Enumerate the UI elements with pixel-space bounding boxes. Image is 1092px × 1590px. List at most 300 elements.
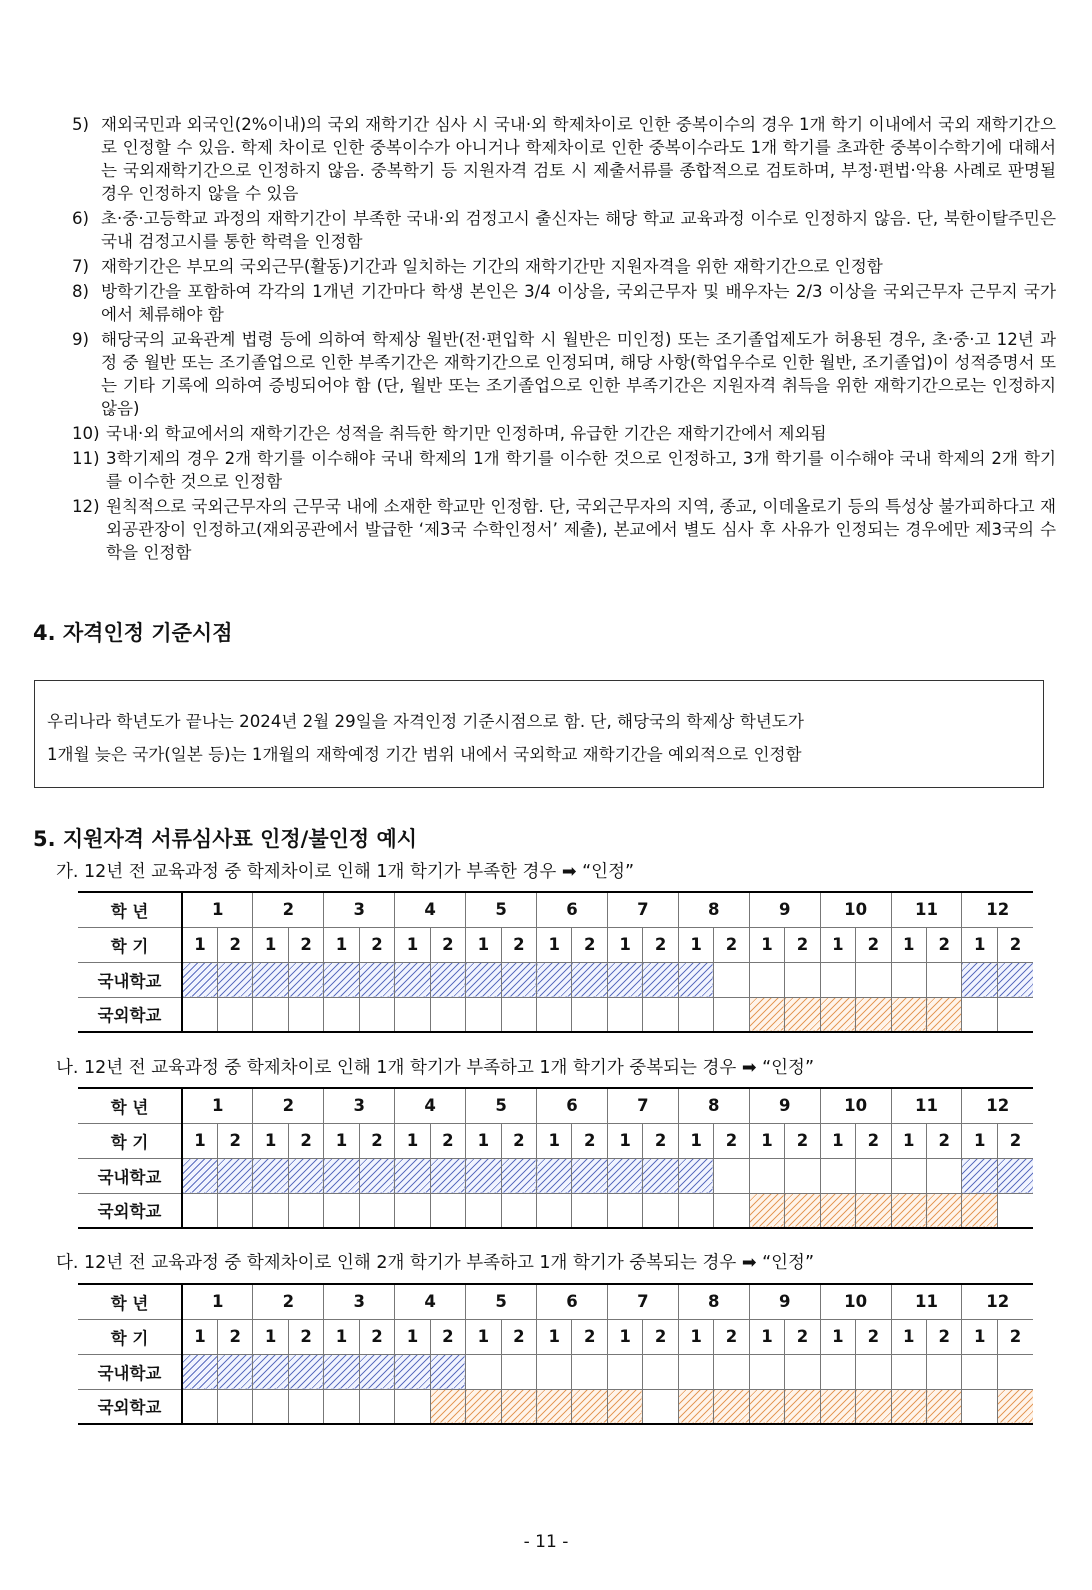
term-cell: 2	[288, 1319, 323, 1354]
foreign-term-cell	[643, 1389, 678, 1424]
domestic-term-cell	[430, 1354, 465, 1389]
foreign-term-cell	[678, 997, 713, 1032]
foreign-term-cell	[607, 1389, 642, 1424]
foreign-term-cell	[891, 1389, 926, 1424]
term-cell: 1	[537, 1123, 572, 1158]
list-item-text: 초·중·고등학교 과정의 재학기간이 부족한 국내·외 검정고시 출신자는 해당 학교 교육과정 이수로 인정하지 않음. 단, 북한이탈주민은 국내 검정고시를 통한 학력을 인정함	[101, 209, 1056, 251]
term-cell: 2	[714, 1123, 749, 1158]
list-item-number: 11)	[72, 449, 100, 468]
list-item-text: 재외국민과 외국인(2%이내)의 국외 재학기간 심사 시 국내·외 학제차이로 인한 중복이수의 경우 1개 학기 이내에서 국외 재학기간으로 인정할 수 있음. 학제 차이로 인한 중복이수가 아니거나 학제차이로 인한 중복이수라도 1개 학기를 초과한 중복이수학기에 대해서는 국외재학기간으로 인정하지 않음. 중복학기 등 지원자격 검토 시 제출서류를 종합적으로 검토하며, 부정·편법·악용 사례로 판명될 경우 인정하지 않을 수 있음	[101, 115, 1056, 203]
foreign-term-cell	[288, 1193, 323, 1228]
year-cell: 4	[395, 892, 466, 927]
term-row	[78, 1123, 1033, 1158]
domestic-term-cell	[714, 1158, 749, 1193]
foreign-term-cell	[395, 1389, 430, 1424]
year-label: 학 년	[78, 1284, 182, 1319]
domestic-term-cell	[891, 1158, 926, 1193]
foreign-term-cell	[466, 1389, 501, 1424]
domestic-term-cell	[820, 962, 855, 997]
term-cell: 2	[785, 1123, 820, 1158]
condition-list	[72, 113, 1056, 566]
list-item	[72, 113, 1056, 205]
foreign-term-cell	[182, 1193, 217, 1228]
foreign-term-cell	[891, 997, 926, 1032]
domestic-term-cell	[182, 1158, 217, 1193]
term-cell: 2	[714, 1319, 749, 1354]
foreign-term-cell	[927, 997, 962, 1032]
term-cell: 1	[324, 1319, 359, 1354]
year-row	[78, 1284, 1033, 1319]
foreign-term-cell	[182, 997, 217, 1032]
domestic-term-cell	[997, 1158, 1033, 1193]
domestic-term-cell	[572, 962, 607, 997]
domestic-term-cell	[288, 1158, 323, 1193]
domestic-term-cell	[856, 1354, 891, 1389]
term-cell: 1	[749, 1319, 784, 1354]
year-cell: 4	[395, 1088, 466, 1123]
term-label: 학 기	[78, 1319, 182, 1354]
foreign-term-cell	[927, 1389, 962, 1424]
term-cell: 1	[749, 927, 784, 962]
list-item	[72, 447, 1056, 493]
domestic-term-cell	[288, 1354, 323, 1389]
term-cell: 1	[253, 927, 288, 962]
foreign-term-cell	[643, 1193, 678, 1228]
year-row	[78, 1088, 1033, 1123]
foreign-term-cell	[997, 1389, 1033, 1424]
term-cell: 1	[820, 1319, 855, 1354]
foreign-term-cell	[217, 1389, 252, 1424]
domestic-term-cell	[820, 1354, 855, 1389]
term-cell: 2	[572, 927, 607, 962]
foreign-term-cell	[466, 1193, 501, 1228]
list-item	[72, 280, 1056, 326]
foreign-term-cell	[182, 1389, 217, 1424]
list-item-number: 12)	[72, 497, 100, 516]
domestic-school-row	[78, 1158, 1033, 1193]
domestic-term-cell	[466, 1158, 501, 1193]
domestic-term-cell	[607, 1158, 642, 1193]
year-cell: 3	[324, 1284, 395, 1319]
foreign-school-row	[78, 1389, 1033, 1424]
domestic-term-cell	[253, 962, 288, 997]
term-cell: 2	[288, 927, 323, 962]
domestic-term-cell	[785, 1158, 820, 1193]
term-cell: 1	[891, 927, 926, 962]
list-item-text: 방학기간을 포함하여 각각의 1개년 기간마다 학생 본인은 3/4 이상을, 국외근무자 및 배우자는 2/3 이상을 국외근무자 근무지 국가에서 체류해야 함	[101, 282, 1056, 324]
foreign-term-cell	[359, 1389, 394, 1424]
term-cell: 2	[359, 1123, 394, 1158]
foreign-term-cell	[962, 1389, 997, 1424]
year-cell: 2	[253, 892, 324, 927]
domestic-term-cell	[324, 1354, 359, 1389]
term-cell: 1	[395, 1319, 430, 1354]
foreign-term-cell	[359, 997, 394, 1032]
foreign-term-cell	[359, 1193, 394, 1228]
term-cell: 2	[359, 1319, 394, 1354]
example-table-c	[78, 1283, 1033, 1425]
domestic-term-cell	[856, 1158, 891, 1193]
list-item-number: 8)	[72, 282, 90, 301]
term-cell: 1	[324, 1123, 359, 1158]
foreign-term-cell	[288, 997, 323, 1032]
domestic-term-cell	[962, 1158, 997, 1193]
foreign-term-cell	[856, 1389, 891, 1424]
foreign-school-row	[78, 1193, 1033, 1228]
domestic-term-cell	[927, 962, 962, 997]
domestic-term-cell	[572, 1158, 607, 1193]
foreign-term-cell	[749, 1193, 784, 1228]
domestic-term-cell	[182, 1354, 217, 1389]
foreign-term-cell	[572, 1389, 607, 1424]
domestic-term-cell	[749, 962, 784, 997]
domestic-term-cell	[182, 962, 217, 997]
term-cell: 2	[643, 1319, 678, 1354]
domestic-term-cell	[359, 1158, 394, 1193]
section4-title: 4. 자격인정 기준시점	[33, 621, 233, 645]
term-cell: 1	[466, 927, 501, 962]
year-cell: 2	[253, 1284, 324, 1319]
domestic-term-cell	[962, 962, 997, 997]
domestic-term-cell	[359, 962, 394, 997]
list-item-number: 9)	[72, 330, 90, 349]
term-cell: 1	[678, 1123, 713, 1158]
example-table-b	[78, 1087, 1033, 1229]
term-cell: 2	[430, 1319, 465, 1354]
term-cell: 2	[572, 1123, 607, 1158]
page-number: - 11 -	[523, 1532, 569, 1552]
domestic-term-cell	[501, 1354, 536, 1389]
foreign-term-cell	[572, 1193, 607, 1228]
term-cell: 1	[607, 927, 642, 962]
foreign-school-label: 국외학교	[78, 1193, 182, 1228]
term-cell: 2	[856, 1123, 891, 1158]
foreign-school-label: 국외학교	[78, 1389, 182, 1424]
term-cell: 2	[856, 927, 891, 962]
domestic-term-cell	[927, 1158, 962, 1193]
term-cell: 1	[466, 1319, 501, 1354]
domestic-school-label: 국내학교	[78, 1354, 182, 1389]
year-cell: 1	[182, 1284, 253, 1319]
term-cell: 1	[324, 927, 359, 962]
term-cell: 2	[217, 1123, 252, 1158]
foreign-school-label: 국외학교	[78, 997, 182, 1032]
domestic-term-cell	[891, 962, 926, 997]
example-caption-a: 가. 12년 전 교육과정 중 학제차이로 인해 1개 학기가 부족한 경우 ➡ “인정”	[56, 862, 635, 882]
domestic-term-cell	[997, 1354, 1033, 1389]
term-cell: 1	[962, 1123, 997, 1158]
list-item-number: 5)	[72, 115, 90, 134]
domestic-term-cell	[395, 1354, 430, 1389]
year-cell: 7	[607, 1088, 678, 1123]
term-cell: 1	[749, 1123, 784, 1158]
term-cell: 2	[359, 927, 394, 962]
year-cell: 5	[466, 1088, 537, 1123]
foreign-term-cell	[820, 1389, 855, 1424]
term-cell: 2	[217, 927, 252, 962]
year-cell: 8	[678, 892, 749, 927]
term-cell: 2	[501, 1319, 536, 1354]
foreign-term-cell	[217, 997, 252, 1032]
foreign-term-cell	[891, 1193, 926, 1228]
term-cell: 1	[891, 1319, 926, 1354]
foreign-term-cell	[678, 1389, 713, 1424]
domestic-term-cell	[643, 1158, 678, 1193]
year-cell: 9	[749, 1284, 820, 1319]
term-cell: 1	[962, 927, 997, 962]
foreign-term-cell	[217, 1193, 252, 1228]
domestic-term-cell	[466, 962, 501, 997]
domestic-term-cell	[643, 1354, 678, 1389]
term-cell: 2	[997, 1319, 1033, 1354]
domestic-term-cell	[537, 1158, 572, 1193]
term-cell: 2	[714, 927, 749, 962]
term-cell: 1	[182, 1319, 217, 1354]
year-cell: 12	[962, 1088, 1033, 1123]
list-item-number: 7)	[72, 257, 90, 276]
term-cell: 2	[430, 1123, 465, 1158]
term-cell: 2	[501, 1123, 536, 1158]
foreign-term-cell	[253, 1193, 288, 1228]
year-label: 학 년	[78, 1088, 182, 1123]
foreign-term-cell	[820, 997, 855, 1032]
year-cell: 5	[466, 892, 537, 927]
foreign-term-cell	[997, 997, 1033, 1032]
year-cell: 4	[395, 1284, 466, 1319]
domestic-term-cell	[395, 962, 430, 997]
term-cell: 2	[288, 1123, 323, 1158]
domestic-term-cell	[678, 1354, 713, 1389]
foreign-term-cell	[927, 1193, 962, 1228]
foreign-term-cell	[324, 1389, 359, 1424]
year-cell: 2	[253, 1088, 324, 1123]
term-cell: 2	[430, 927, 465, 962]
domestic-school-row	[78, 962, 1033, 997]
list-item	[72, 422, 1056, 445]
term-cell: 1	[253, 1319, 288, 1354]
year-cell: 11	[891, 1284, 962, 1319]
list-item-text: 원칙적으로 국외근무자의 근무국 내에 소재한 학교만 인정함. 단, 국외근무자의 지역, 종교, 이데올로기 등의 특성상 불가피하다고 재외공관장이 인정하고(재외공관에서 발급한 ‘제3국 수학인정서’ 제출), 본교에서 별도 심사 후 사유가 인정되는 경우에만 제3국의 수학을 인정함	[106, 497, 1056, 562]
foreign-term-cell	[430, 997, 465, 1032]
domestic-term-cell	[324, 1158, 359, 1193]
term-cell: 1	[395, 927, 430, 962]
foreign-term-cell	[714, 1193, 749, 1228]
example-table-a	[78, 891, 1033, 1033]
domestic-term-cell	[678, 962, 713, 997]
term-cell: 1	[395, 1123, 430, 1158]
term-row	[78, 927, 1033, 962]
year-cell: 6	[537, 1284, 608, 1319]
domestic-term-cell	[537, 962, 572, 997]
foreign-term-cell	[820, 1193, 855, 1228]
domestic-term-cell	[395, 1158, 430, 1193]
term-cell: 2	[997, 927, 1033, 962]
term-cell: 1	[678, 1319, 713, 1354]
domestic-term-cell	[430, 962, 465, 997]
criteria-box	[34, 680, 1044, 788]
foreign-term-cell	[395, 1193, 430, 1228]
domestic-term-cell	[714, 1354, 749, 1389]
year-cell: 3	[324, 1088, 395, 1123]
term-cell: 2	[643, 1123, 678, 1158]
domestic-term-cell	[288, 962, 323, 997]
term-cell: 2	[927, 927, 962, 962]
year-cell: 8	[678, 1284, 749, 1319]
term-cell: 1	[182, 1123, 217, 1158]
section5-title: 5. 지원자격 서류심사표 인정/불인정 예시	[33, 827, 418, 851]
year-cell: 6	[537, 1088, 608, 1123]
year-cell: 1	[182, 892, 253, 927]
year-cell: 1	[182, 1088, 253, 1123]
term-cell: 2	[572, 1319, 607, 1354]
year-cell: 7	[607, 892, 678, 927]
term-cell: 2	[501, 927, 536, 962]
term-row	[78, 1319, 1033, 1354]
foreign-term-cell	[749, 1389, 784, 1424]
term-cell: 2	[785, 1319, 820, 1354]
criteria-line-1: 우리나라 학년도가 끝나는 2024년 2월 29일을 자격인정 기준시점으로 함. 단, 해당국의 학제상 학년도가	[47, 712, 804, 731]
year-cell: 11	[891, 1088, 962, 1123]
term-label: 학 기	[78, 1123, 182, 1158]
foreign-term-cell	[678, 1193, 713, 1228]
domestic-school-label: 국내학교	[78, 1158, 182, 1193]
domestic-term-cell	[678, 1158, 713, 1193]
domestic-term-cell	[643, 962, 678, 997]
domestic-term-cell	[572, 1354, 607, 1389]
term-cell: 1	[891, 1123, 926, 1158]
foreign-term-cell	[962, 997, 997, 1032]
foreign-term-cell	[607, 1193, 642, 1228]
domestic-term-cell	[537, 1354, 572, 1389]
year-cell: 8	[678, 1088, 749, 1123]
term-cell: 1	[820, 1123, 855, 1158]
term-cell: 2	[927, 1123, 962, 1158]
domestic-term-cell	[607, 962, 642, 997]
domestic-school-label: 국내학교	[78, 962, 182, 997]
domestic-term-cell	[501, 1158, 536, 1193]
foreign-term-cell	[324, 1193, 359, 1228]
domestic-term-cell	[927, 1354, 962, 1389]
domestic-term-cell	[785, 1354, 820, 1389]
year-cell: 5	[466, 1284, 537, 1319]
domestic-term-cell	[749, 1354, 784, 1389]
foreign-term-cell	[714, 997, 749, 1032]
year-cell: 11	[891, 892, 962, 927]
term-cell: 1	[678, 927, 713, 962]
domestic-term-cell	[253, 1158, 288, 1193]
foreign-term-cell	[537, 997, 572, 1032]
list-item-text: 국내·외 학교에서의 재학기간은 성적을 취득한 학기만 인정하며, 유급한 기간은 재학기간에서 제외됨	[106, 424, 827, 443]
foreign-term-cell	[324, 997, 359, 1032]
term-cell: 1	[962, 1319, 997, 1354]
foreign-term-cell	[785, 997, 820, 1032]
domestic-term-cell	[749, 1158, 784, 1193]
foreign-term-cell	[395, 997, 430, 1032]
year-cell: 9	[749, 892, 820, 927]
foreign-term-cell	[537, 1389, 572, 1424]
foreign-term-cell	[430, 1389, 465, 1424]
foreign-term-cell	[501, 1193, 536, 1228]
year-cell: 6	[537, 892, 608, 927]
list-item	[72, 255, 1056, 278]
year-cell: 9	[749, 1088, 820, 1123]
domestic-term-cell	[962, 1354, 997, 1389]
domestic-school-row	[78, 1354, 1033, 1389]
term-cell: 1	[537, 1319, 572, 1354]
list-item	[72, 328, 1056, 420]
foreign-term-cell	[714, 1389, 749, 1424]
list-item	[72, 495, 1056, 564]
year-cell: 12	[962, 1284, 1033, 1319]
year-cell: 3	[324, 892, 395, 927]
term-label: 학 기	[78, 927, 182, 962]
term-cell: 2	[856, 1319, 891, 1354]
year-cell: 10	[820, 1088, 891, 1123]
year-cell: 7	[607, 1284, 678, 1319]
term-cell: 1	[466, 1123, 501, 1158]
term-cell: 1	[537, 927, 572, 962]
foreign-term-cell	[501, 1389, 536, 1424]
foreign-term-cell	[537, 1193, 572, 1228]
year-row	[78, 892, 1033, 927]
domestic-term-cell	[891, 1354, 926, 1389]
term-cell: 1	[607, 1319, 642, 1354]
foreign-term-cell	[785, 1389, 820, 1424]
year-cell: 12	[962, 892, 1033, 927]
term-cell: 2	[785, 927, 820, 962]
foreign-school-row	[78, 997, 1033, 1032]
list-item-text: 3학기제의 경우 2개 학기를 이수해야 국내 학제의 1개 학기를 이수한 것으로 인정하고, 3개 학기를 이수해야 국내 학제의 2개 학기를 이수한 것으로 인정함	[106, 449, 1056, 491]
domestic-term-cell	[997, 962, 1033, 997]
year-label: 학 년	[78, 892, 182, 927]
domestic-term-cell	[217, 1158, 252, 1193]
domestic-term-cell	[501, 962, 536, 997]
domestic-term-cell	[785, 962, 820, 997]
foreign-term-cell	[253, 1389, 288, 1424]
domestic-term-cell	[253, 1354, 288, 1389]
term-cell: 2	[927, 1319, 962, 1354]
domestic-term-cell	[430, 1158, 465, 1193]
foreign-term-cell	[749, 997, 784, 1032]
domestic-term-cell	[856, 962, 891, 997]
foreign-term-cell	[607, 997, 642, 1032]
foreign-term-cell	[962, 1193, 997, 1228]
term-cell: 2	[217, 1319, 252, 1354]
term-cell: 1	[182, 927, 217, 962]
domestic-term-cell	[820, 1158, 855, 1193]
example-caption-c: 다. 12년 전 교육과정 중 학제차이로 인해 2개 학기가 부족하고 1개 학기가 중복되는 경우 ➡ “인정”	[56, 1253, 815, 1273]
foreign-term-cell	[856, 997, 891, 1032]
foreign-term-cell	[501, 997, 536, 1032]
term-cell: 2	[997, 1123, 1033, 1158]
foreign-term-cell	[856, 1193, 891, 1228]
criteria-line-2: 1개월 늦은 국가(일본 등)는 1개월의 재학예정 기간 범위 내에서 국외학교 재학기간을 예외적으로 인정함	[47, 745, 802, 764]
foreign-term-cell	[572, 997, 607, 1032]
domestic-term-cell	[217, 962, 252, 997]
foreign-term-cell	[288, 1389, 323, 1424]
example-caption-b: 나. 12년 전 교육과정 중 학제차이로 인해 1개 학기가 부족하고 1개 학기가 중복되는 경우 ➡ “인정”	[56, 1058, 815, 1078]
list-item-number: 6)	[72, 209, 90, 228]
term-cell: 1	[253, 1123, 288, 1158]
term-cell: 1	[820, 927, 855, 962]
list-item-text: 재학기간은 부모의 국외근무(활동)기간과 일치하는 기간의 재학기간만 지원자격을 위한 재학기간으로 인정함	[101, 257, 883, 276]
list-item-number: 10)	[72, 424, 100, 443]
list-item-text: 해당국의 교육관계 법령 등에 의하여 학제상 월반(전·편입학 시 월반은 미인정) 또는 조기졸업제도가 허용된 경우, 초·중·고 12년 과정 중 월반 또는 조기졸업으로 인한 부족기간은 재학기간으로 인정되며, 해당 사항(학업우수로 인한 월반, 조기졸업)이 성적증명서 또는 기타 기록에 의하여 증빙되어야 함 (단, 월반 또는 조기졸업으로 인한 부족기간은 지원자격 취득을 위한 재학기간으로는 인정하지 않음)	[101, 330, 1056, 418]
foreign-term-cell	[785, 1193, 820, 1228]
foreign-term-cell	[466, 997, 501, 1032]
term-cell: 1	[607, 1123, 642, 1158]
domestic-term-cell	[607, 1354, 642, 1389]
